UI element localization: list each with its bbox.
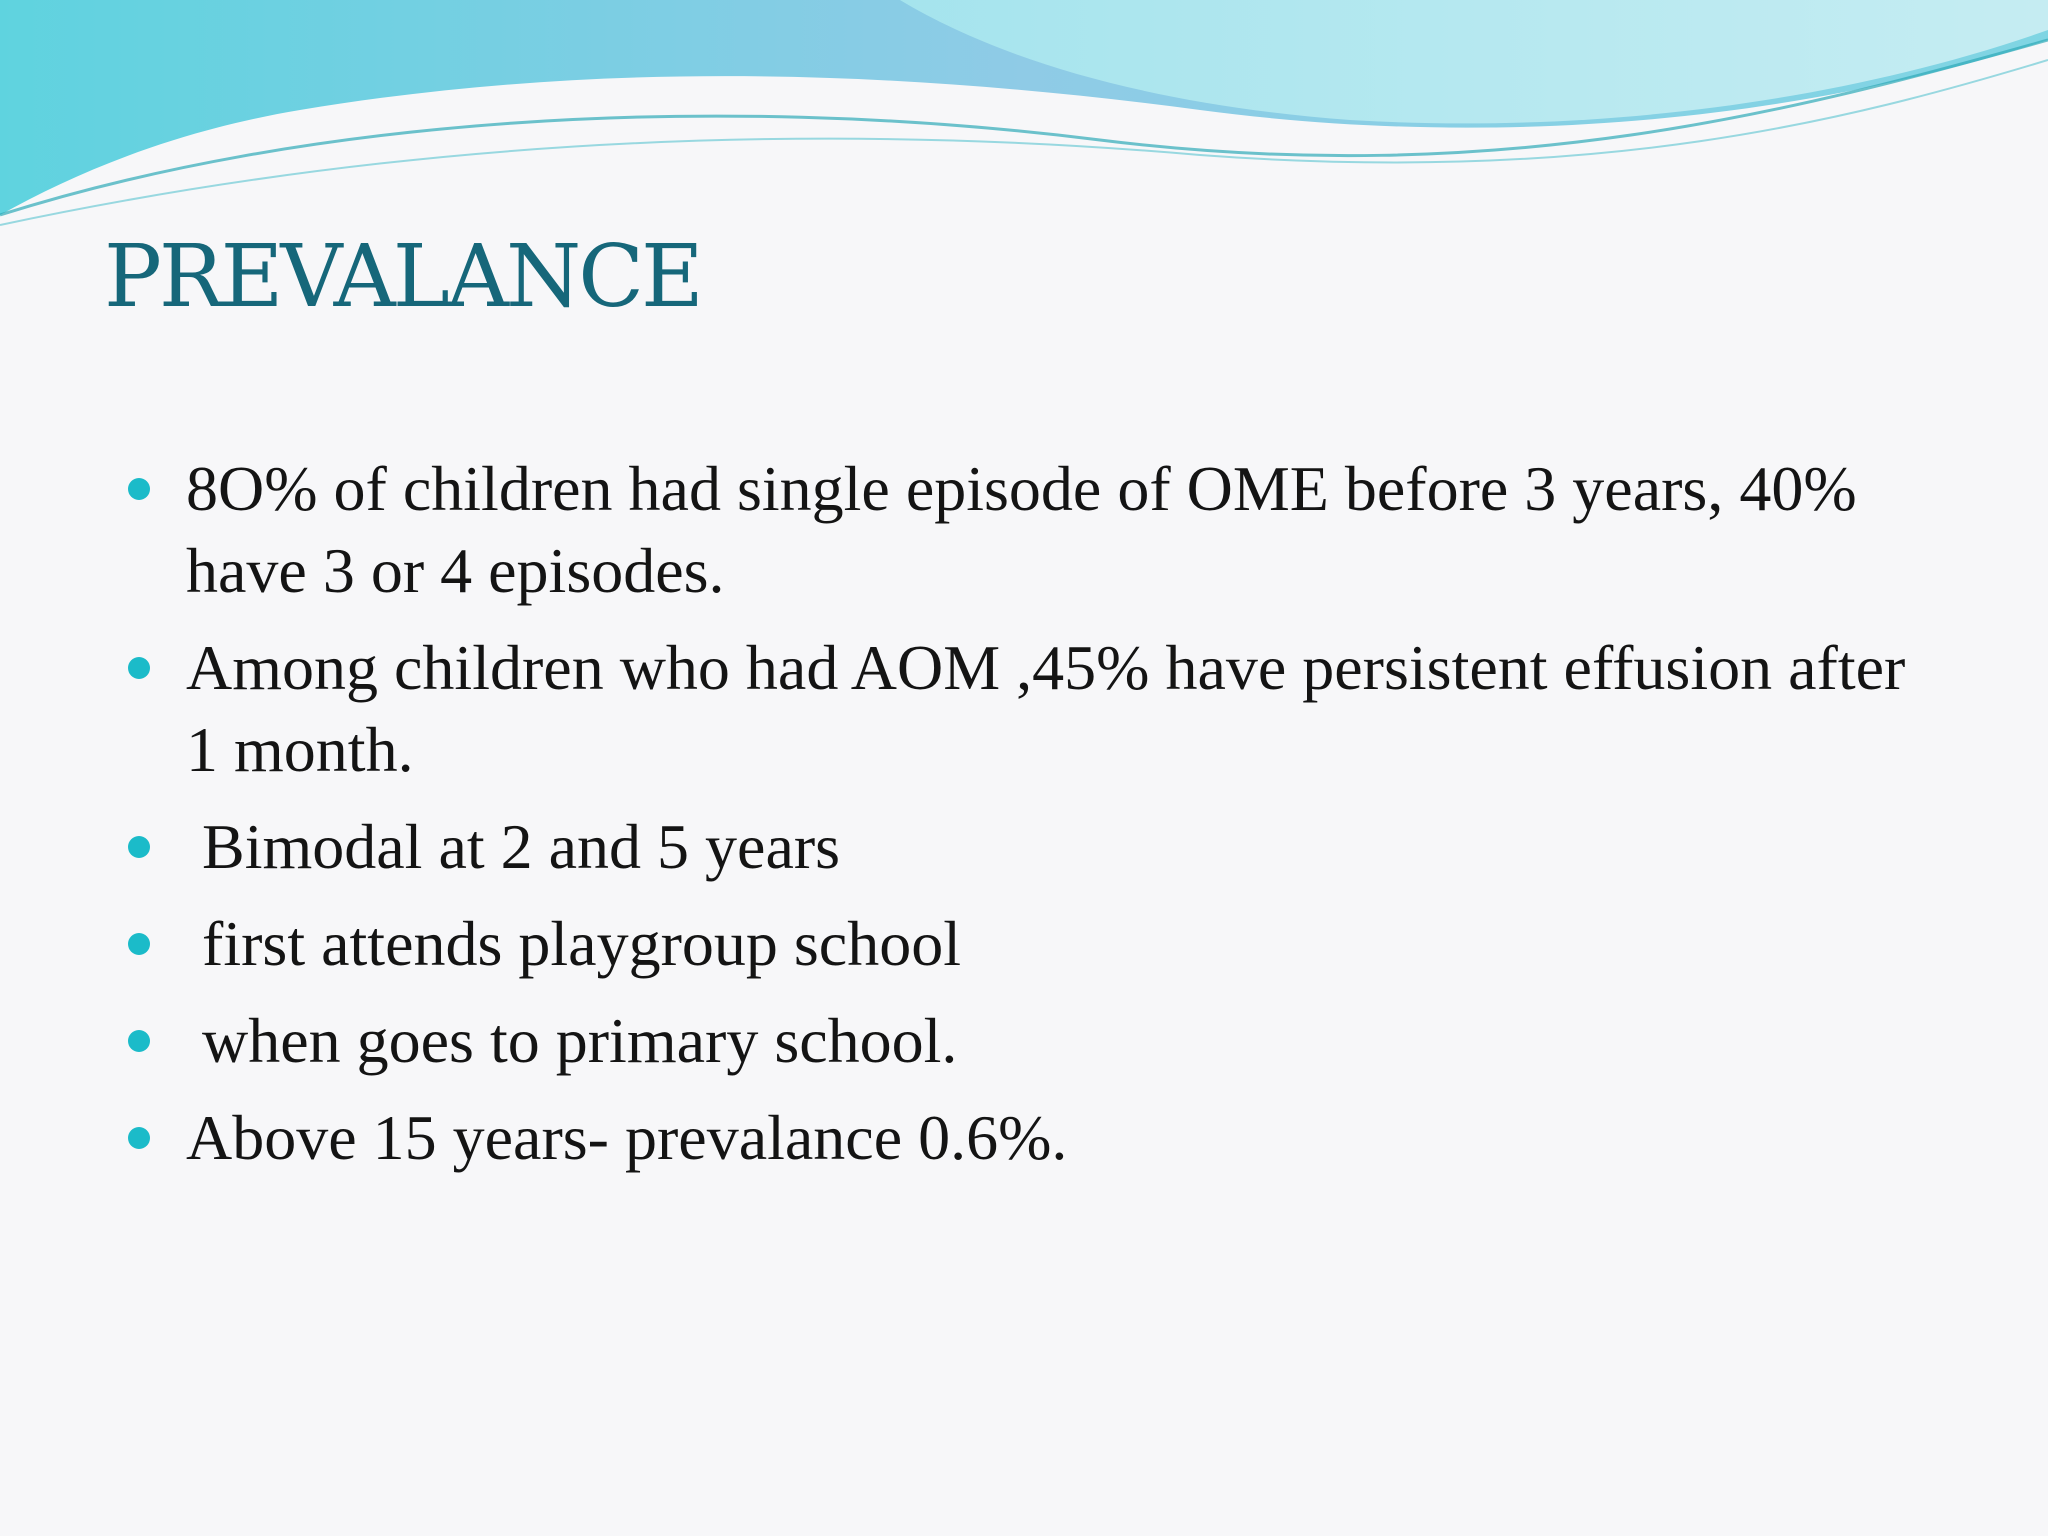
- list-item: [128, 448, 1948, 612]
- list-item: [128, 806, 1948, 888]
- bullet-dot-icon: [128, 657, 150, 679]
- bullet-dot-icon: [128, 933, 150, 955]
- bullet-text: Among children who had AOM ,45% have persistent effusion after 1 month.: [186, 632, 1906, 785]
- bullet-text: 8O% of children had single episode of OME before 3 years, 40% have 3 or 4 episodes.: [186, 453, 1857, 606]
- list-item: [128, 1000, 1948, 1082]
- list-item: [128, 627, 1948, 791]
- header-wave-decoration: [0, 0, 2048, 240]
- list-item: [128, 903, 1948, 985]
- bullet-text: first attends playgroup school: [202, 908, 961, 979]
- bullet-text: Above 15 years- prevalance 0.6%.: [186, 1102, 1068, 1173]
- bullet-text: Bimodal at 2 and 5 years: [202, 811, 841, 882]
- list-item: [128, 1097, 1948, 1179]
- bullet-dot-icon: [128, 1127, 150, 1149]
- bullet-dot-icon: [128, 1030, 150, 1052]
- bullet-dot-icon: [128, 478, 150, 500]
- slide-title: PREVALANCE: [104, 227, 701, 327]
- bullet-text: when goes to primary school.: [202, 1005, 958, 1076]
- bullet-dot-icon: [128, 836, 150, 858]
- bullet-list: [128, 448, 1948, 1194]
